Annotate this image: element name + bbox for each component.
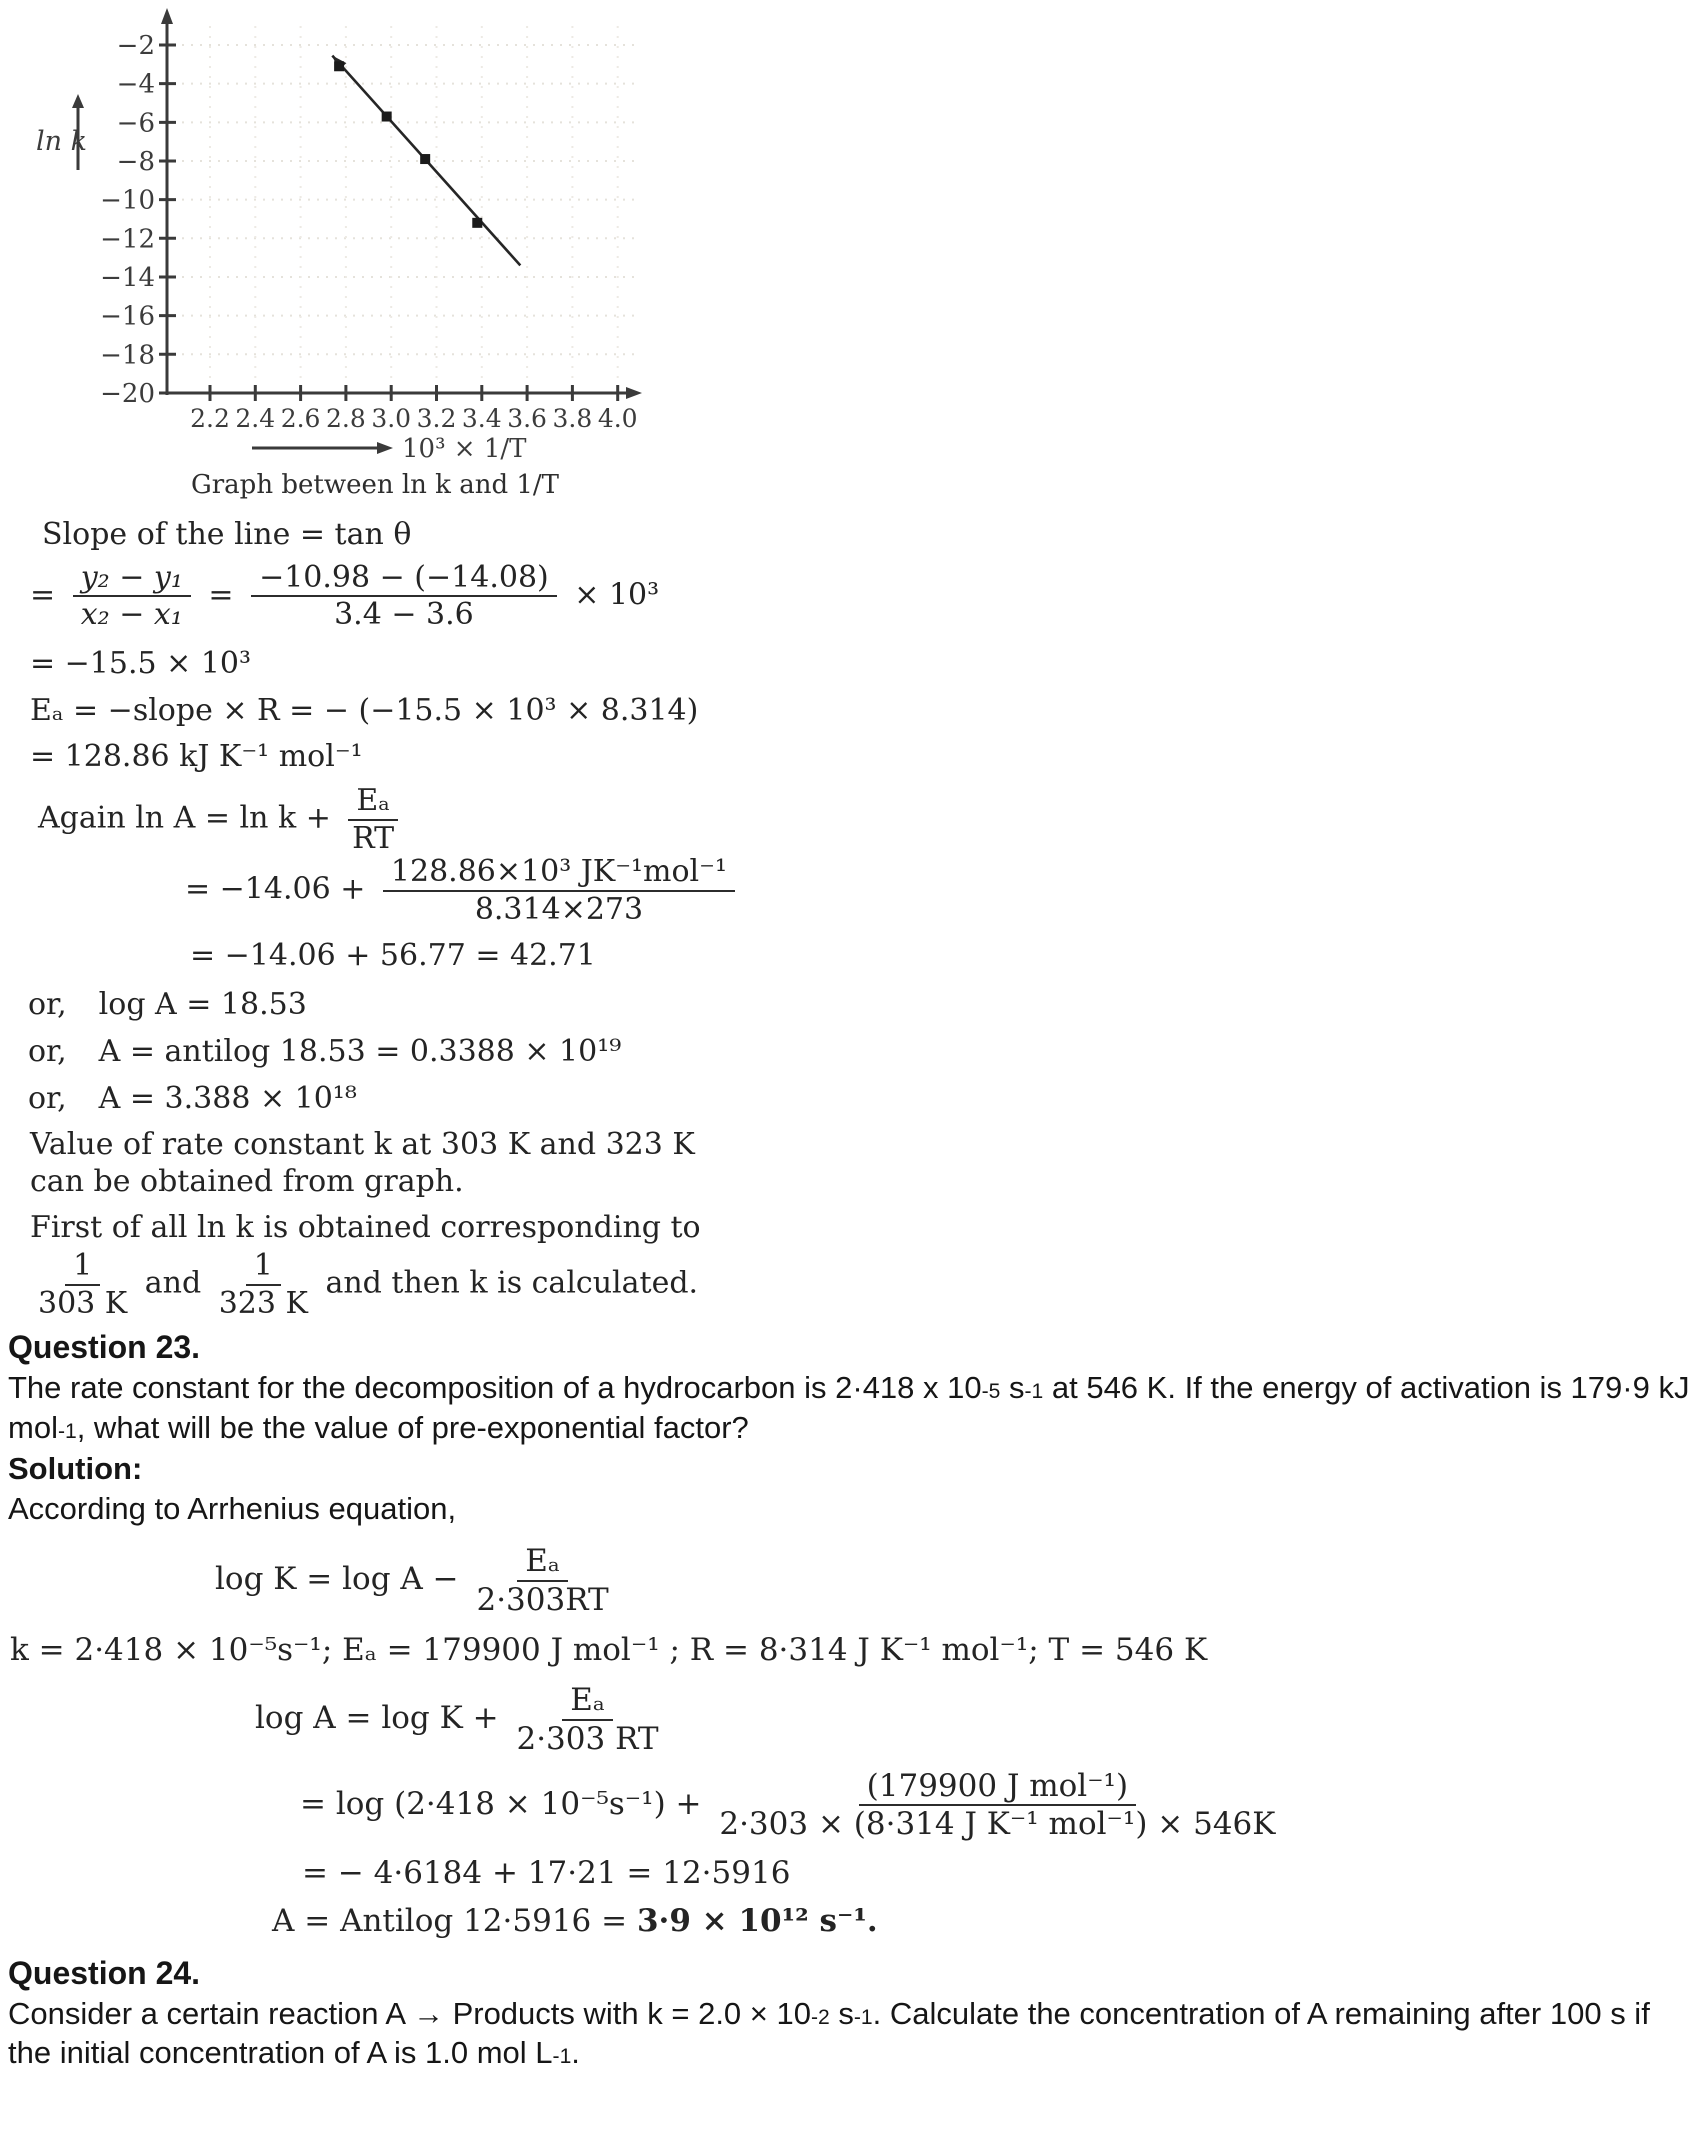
- lnk-note-paragraph: First of all ln k is obtained corresponding to: [30, 1209, 701, 1245]
- given-values-line: k = 2·418 × 10⁻⁵s⁻¹; Eₐ = 179900 J mol⁻¹ ; R = 8·314 J K⁻¹ mol⁻¹; T = 546 K: [10, 1632, 1208, 1669]
- svg-text:2.4: 2.4: [235, 404, 276, 433]
- rate-constant-paragraph: Value of rate constant k at 303 K and 323 K can be obtained from graph.: [30, 1126, 695, 1199]
- svg-text:3.8: 3.8: [552, 404, 593, 433]
- svg-text:ln k: ln k: [36, 126, 87, 157]
- svg-text:−18: −18: [100, 340, 155, 371]
- logA-substitution-equation: = log (2·418 × 10⁻⁵s⁻¹) + $\frac{\text{(179900 J mol⁻¹)}}{\text{2·303 × (8·314 J K⁻¹ mol⁻¹) × 546K}}$: [300, 1767, 1276, 1843]
- or-label: or,: [28, 1080, 67, 1116]
- preexponential-result-line: A = Antilog 12·5916 = 3·9 × 10¹² s⁻¹.: [272, 1902, 878, 1939]
- ea-equation-line: Eₐ = −slope × R = − (−15.5 × 10³ × 8.314): [30, 693, 699, 728]
- question-24-heading: Question 24.: [8, 1954, 201, 1991]
- lnA-result-line: = −14.06 + 56.77 = 42.71: [190, 938, 596, 973]
- or-label: or,: [28, 1033, 67, 1069]
- svg-text:2.8: 2.8: [326, 404, 366, 433]
- or-line-3: [28, 1081, 760, 1116]
- svg-text:−2: −2: [116, 31, 155, 61]
- question-23-section: [0, 1329, 1700, 1527]
- question-23-text: The rate constant for the decomposition of a hydrocarbon is 2·418 x 10-5 s-1 at 546 K. If the energy of activation is 179·9 kJ mol-1, what will be the value of pre-exponential factor?: [8, 1370, 1690, 1445]
- svg-text:3.4: 3.4: [461, 404, 502, 433]
- question-24-text: Consider a certain reaction A → Products with k = 2.0 × 10-2 s-1. Calculate the concentration of A remaining after 100 s if the initial concentration of A is 1.0 mol L-1.: [8, 1995, 1650, 2071]
- svg-text:10³ × 1/T: 10³ × 1/T: [402, 434, 527, 464]
- svg-text:2.2: 2.2: [190, 404, 230, 433]
- antilog-value: A = antilog 18.53 = 0.3388 × 10¹⁹: [98, 1033, 622, 1069]
- svg-text:−4: −4: [116, 69, 155, 100]
- question-23-heading: Question 23.: [8, 1329, 201, 1365]
- lnk-chart-svg: [0, 0, 680, 468]
- svg-text:−8: −8: [116, 146, 155, 177]
- q23-solution-scan-block: [0, 1545, 1700, 1938]
- svg-text:4.0: 4.0: [597, 404, 638, 433]
- lnk-vs-invT-figure: [0, 0, 680, 500]
- svg-text:−14: −14: [100, 262, 155, 293]
- arrhenius-intro: According to Arrhenius equation,: [8, 1491, 457, 1527]
- lnk-chart: [0, 0, 680, 468]
- logA-value: log A = 18.53: [98, 986, 307, 1022]
- svg-text:−10: −10: [100, 185, 155, 216]
- svg-text:2.6: 2.6: [280, 404, 321, 433]
- question-24-section: [0, 1955, 1700, 2073]
- or-label: or,: [28, 986, 67, 1022]
- one-over-T-line: $\frac{1}{303 K}$ and $\frac{1}{323 K}$ and then k is calculated.: [38, 1248, 699, 1321]
- lnA-substitution-line: = −14.06 + $\frac{\text{128.86×10³ JK⁻¹mol⁻¹}}{8.314\times 273}$: [185, 856, 885, 925]
- chart-caption: Graph between ln k and 1/T: [190, 470, 559, 500]
- svg-text:−16: −16: [100, 301, 155, 332]
- logA-equation: log A = log K + $\frac{\text{Eₐ}}{2\cdot 303 RT}$: [255, 1682, 659, 1757]
- svg-text:3.6: 3.6: [507, 404, 547, 433]
- ea-value-line: = 128.86 kJ K⁻¹ mol⁻¹: [30, 738, 363, 774]
- solution-label: Solution:: [8, 1451, 143, 1487]
- svg-text:3.0: 3.0: [371, 404, 412, 433]
- logA-numeric-line: = − 4·6184 + 17·21 = 12·5916: [302, 1854, 791, 1891]
- scanned-derivation-block: [0, 0, 760, 1319]
- A-value: A = 3.388 × 10¹⁸: [98, 1080, 357, 1116]
- svg-text:−6: −6: [116, 108, 155, 139]
- slope-value-line: = −15.5 × 10³: [30, 645, 252, 681]
- svg-text:−20: −20: [100, 378, 155, 409]
- lnA-equation-line: Again ln A = ln k + $\frac{\text{Eₐ}}{RT}$: [38, 785, 738, 854]
- slope-heading: Slope of the line = tan θ: [42, 517, 412, 552]
- slope-fraction-equation: = $\frac{\text{y₂ − y₁}}{\text{x₂ − x₁}}$ = $\frac{-10.98 - (-14.08)}{3.4 - 3.6}$ × 10³: [30, 559, 660, 632]
- svg-text:3.2: 3.2: [416, 404, 457, 433]
- logK-equation: log K = log A − $\frac{\text{Eₐ}}{2\cdot 303RT}$: [215, 1543, 609, 1618]
- or-line-2: [28, 1034, 760, 1069]
- or-line-1: [28, 987, 760, 1022]
- svg-text:−12: −12: [100, 224, 155, 255]
